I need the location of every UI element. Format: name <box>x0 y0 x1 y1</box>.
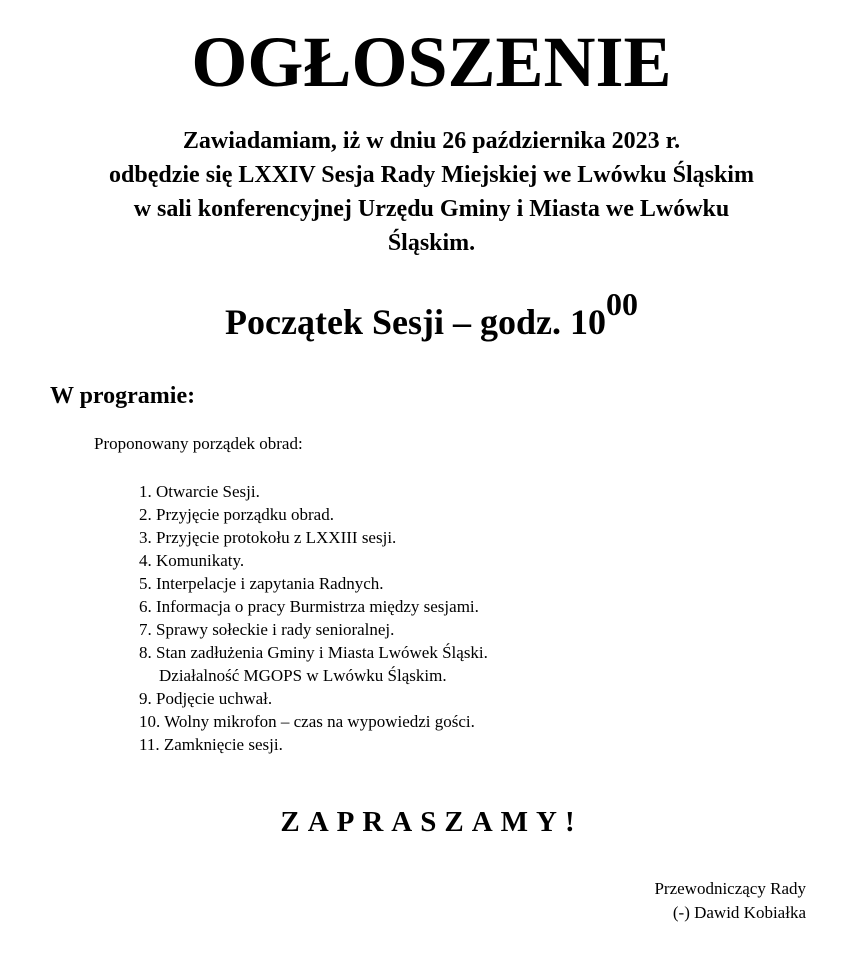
agenda-item: 1. Otwarcie Sesji. <box>139 482 260 501</box>
agenda-item: 4. Komunikaty. <box>139 551 245 570</box>
intro-line-1: Zawiadamiam, iż w dniu 26 października 2023 r. <box>182 128 681 154</box>
agenda-item: 10. Wolny mikrofon – czas na wypowiedzi gości. <box>139 712 475 731</box>
session-start-text: Początek Sesji – godz. 10 <box>225 302 606 342</box>
session-start-time <box>0 286 863 352</box>
agenda-item: 9. Podjęcie uchwał. <box>139 689 273 708</box>
signature-name: (-) Dawid Kobiałka <box>672 903 806 922</box>
page-title: OGŁOSZENIE <box>191 22 672 102</box>
invitation-text: ZAPRASZAMY! <box>280 806 583 838</box>
program-heading: W programie: <box>50 383 196 409</box>
announcement-intro <box>40 124 823 260</box>
agenda-item: 8. Stan zadłużenia Gminy i Miasta Lwówek Śląski. <box>139 643 488 662</box>
signature-role: Przewodniczący Rady <box>654 879 806 898</box>
agenda-list <box>139 480 488 756</box>
signature-block <box>654 877 806 925</box>
agenda-item: 5. Interpelacje i zapytania Radnych. <box>139 574 384 593</box>
agenda-item-continuation: Działalność MGOPS w Lwówku Śląskim. <box>159 666 447 685</box>
agenda-item: 6. Informacja o pracy Burmistrza między sesjami. <box>139 597 479 616</box>
agenda-intro: Proponowany porządek obrad: <box>94 434 303 453</box>
session-start-minutes: 00 <box>605 286 638 322</box>
intro-line-4: Śląskim. <box>387 230 476 256</box>
agenda-item: 11. Zamknięcie sesji. <box>139 735 283 754</box>
intro-line-2: odbędzie się LXXIV Sesja Rady Miejskiej we Lwówku Śląskim <box>109 162 754 188</box>
agenda-item: 3. Przyjęcie protokołu z LXXIII sesji. <box>139 528 397 547</box>
intro-line-3: w sali konferencyjnej Urzędu Gminy i Miasta we Lwówku <box>133 196 730 222</box>
agenda-item: 2. Przyjęcie porządku obrad. <box>139 505 334 524</box>
agenda-item: 7. Sprawy sołeckie i rady senioralnej. <box>139 620 395 639</box>
